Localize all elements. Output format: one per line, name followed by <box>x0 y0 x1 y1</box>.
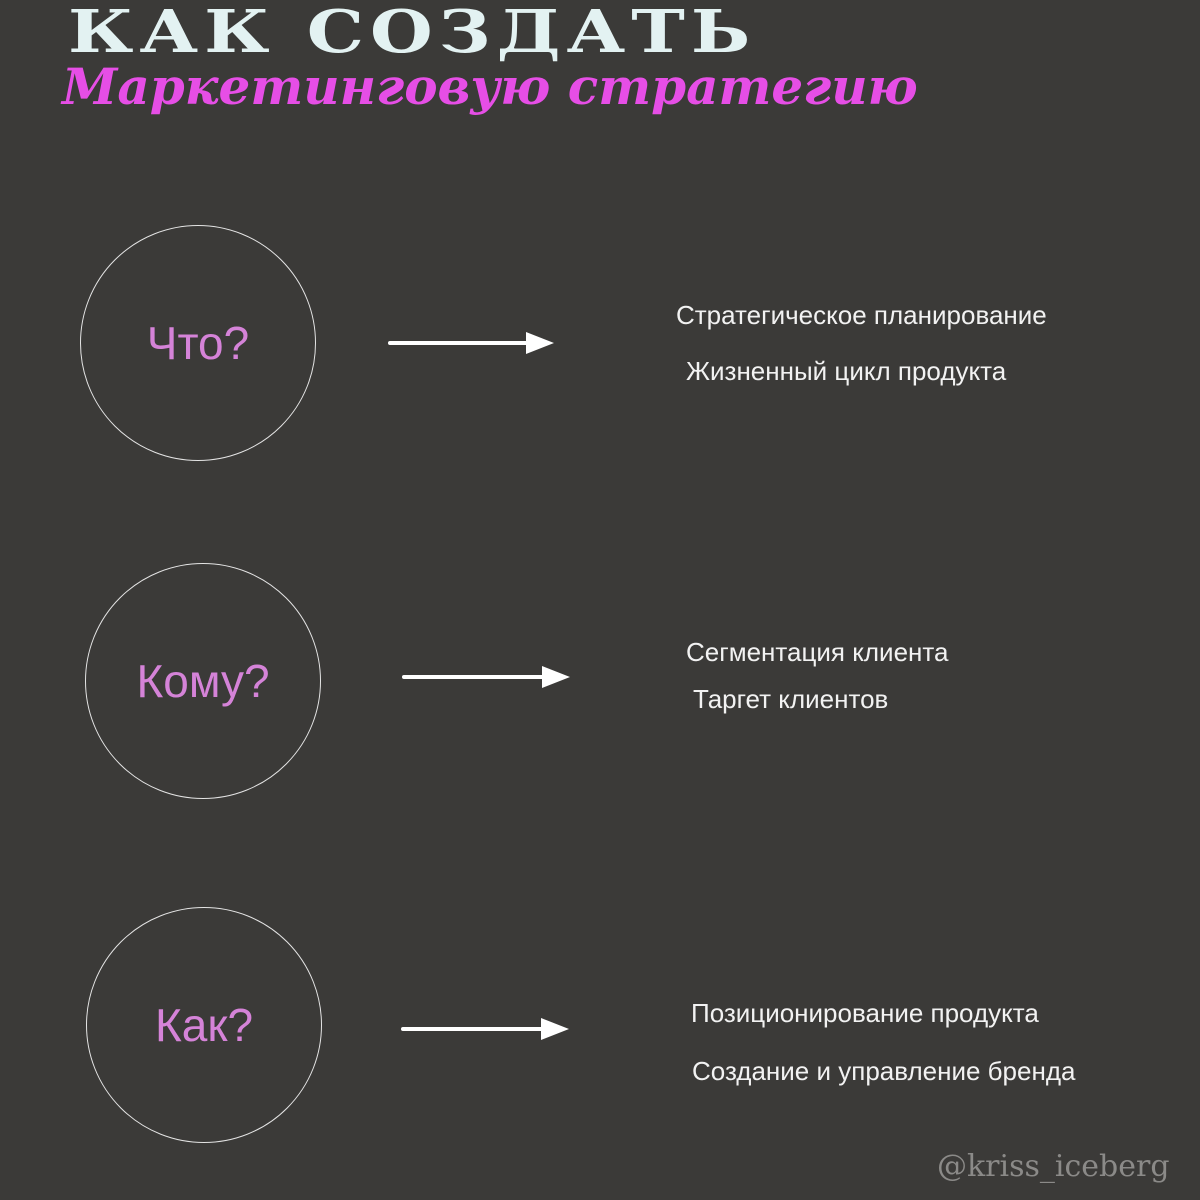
question-circle-whom <box>85 563 321 799</box>
list-item: Стратегическое планирование <box>676 300 1047 330</box>
list-item: Создание и управление бренда <box>692 1056 1076 1086</box>
page-title: КАК СОЗДАТЬ <box>68 0 757 66</box>
question-label-how: Как? <box>154 999 254 1051</box>
arrow-right-icon <box>401 1014 573 1044</box>
list-item: Сегментация клиента <box>686 637 949 667</box>
question-label-whom: Кому? <box>136 655 270 707</box>
list-item: Таргет клиентов <box>693 684 889 714</box>
arrow-right-icon <box>388 328 558 358</box>
question-circle-how <box>86 907 322 1143</box>
question-circle-what <box>80 225 316 461</box>
question-label-what: Что? <box>146 317 250 369</box>
author-watermark: @kriss_iceberg <box>937 1149 1170 1184</box>
list-item: Позиционирование продукта <box>691 998 1039 1028</box>
page-subtitle: Маркетинговую стратегию <box>62 57 918 116</box>
list-item: Жизненный цикл продукта <box>686 356 1007 386</box>
arrow-right-icon <box>402 662 574 692</box>
